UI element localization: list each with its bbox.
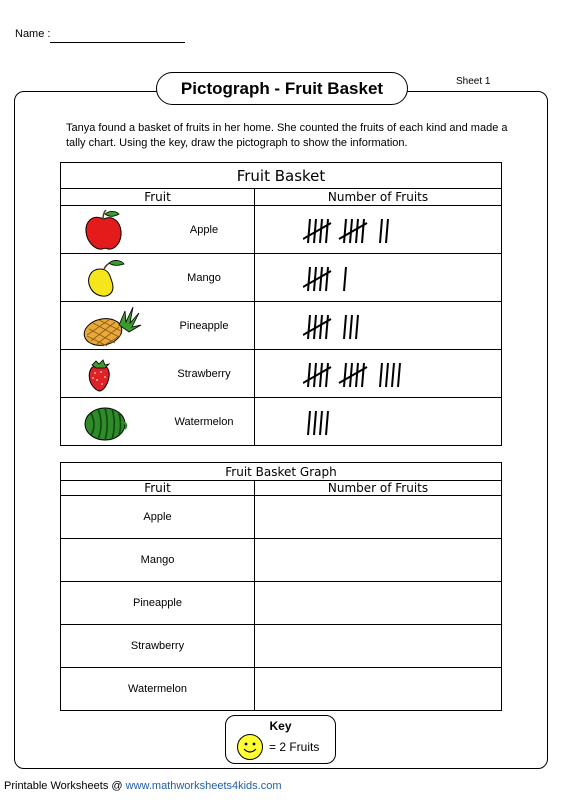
tally-stroke <box>344 315 346 339</box>
table-row <box>61 625 502 668</box>
instructions-text: Tanya found a basket of fruits in her home. She counted the fruits of each kind and made a tally chart. Using the key, draw the pictograph to show the information. <box>66 122 508 149</box>
tally-stroke <box>326 267 328 291</box>
tally-stroke <box>308 267 310 291</box>
table-row <box>61 668 502 711</box>
key-box <box>225 715 336 764</box>
tally-stroke <box>326 411 328 435</box>
tally-col-count: Number of Fruits <box>255 189 502 206</box>
graph-fruit-name: Strawberry <box>61 625 255 668</box>
tally-stroke <box>320 219 322 243</box>
pictograph-cell[interactable] <box>255 668 502 711</box>
key-title: Key <box>269 719 292 733</box>
tally-stroke <box>386 219 388 243</box>
pictograph-cell[interactable] <box>255 496 502 539</box>
fruit-name: Mango <box>187 271 221 284</box>
tally-stroke <box>362 363 364 387</box>
pineapple-icon <box>81 305 145 347</box>
name-label: Name : <box>15 28 51 40</box>
strawberry-icon <box>81 353 145 395</box>
graph-col-fruit: Fruit <box>61 481 255 496</box>
tally-marks <box>303 359 493 389</box>
tally-stroke <box>320 315 322 339</box>
footer-prefix: Printable Worksheets @ <box>4 780 126 792</box>
tally-stroke <box>362 219 364 243</box>
pictograph-table <box>60 462 502 711</box>
tally-stroke <box>380 219 382 243</box>
name-line[interactable] <box>50 42 185 43</box>
footer-link[interactable]: www.mathworksheets4kids.com <box>125 780 282 792</box>
tally-table <box>60 162 502 446</box>
tally-stroke <box>350 315 352 339</box>
mango-icon <box>81 257 145 299</box>
tally-stroke <box>386 363 388 387</box>
tally-col-fruit: Fruit <box>61 189 255 206</box>
tally-marks <box>303 311 493 341</box>
table-row <box>61 398 502 446</box>
fruit-name: Pineapple <box>179 319 229 332</box>
graph-col-count: Number of Fruits <box>255 481 502 496</box>
tally-stroke <box>320 267 322 291</box>
table-row <box>61 582 502 625</box>
tally-stroke <box>392 363 394 387</box>
table-row <box>61 254 502 302</box>
tally-stroke <box>326 363 328 387</box>
table-row <box>61 539 502 582</box>
tally-stroke <box>326 219 328 243</box>
tally-stroke <box>344 363 346 387</box>
pictograph-cell[interactable] <box>255 539 502 582</box>
tally-stroke <box>344 267 346 291</box>
graph-fruit-name: Apple <box>61 496 255 539</box>
tally-marks <box>303 263 493 293</box>
tally-stroke <box>308 315 310 339</box>
table-row <box>61 496 502 539</box>
table-row <box>61 302 502 350</box>
fruit-name: Apple <box>189 223 219 236</box>
tally-stroke <box>308 411 310 435</box>
apple-icon <box>81 209 145 251</box>
table-row <box>61 206 502 254</box>
tally-stroke <box>344 219 346 243</box>
fruit-name: Strawberry <box>177 367 231 380</box>
graph-table-title: Fruit Basket Graph <box>61 463 502 481</box>
key-text: = 2 Fruits <box>269 740 320 754</box>
graph-fruit-name: Mango <box>61 539 255 582</box>
tally-stroke <box>356 315 358 339</box>
tally-marks <box>303 215 493 245</box>
worksheet-title: Pictograph - Fruit Basket <box>156 72 408 105</box>
tally-stroke <box>398 363 400 387</box>
tally-marks <box>303 407 493 437</box>
smiley-icon <box>236 733 264 761</box>
tally-stroke <box>308 363 310 387</box>
sheet-label: Sheet 1 <box>456 76 491 87</box>
tally-stroke <box>356 363 358 387</box>
tally-stroke <box>356 219 358 243</box>
tally-stroke <box>308 219 310 243</box>
table-row <box>61 350 502 398</box>
tally-stroke <box>320 411 322 435</box>
graph-fruit-name: Pineapple <box>61 582 255 625</box>
tally-table-title: Fruit Basket <box>61 163 502 189</box>
tally-stroke <box>314 411 316 435</box>
tally-stroke <box>320 363 322 387</box>
tally-stroke <box>326 315 328 339</box>
watermelon-icon <box>81 401 145 443</box>
pictograph-cell[interactable] <box>255 582 502 625</box>
footer <box>4 780 282 792</box>
tally-stroke <box>380 363 382 387</box>
pictograph-cell[interactable] <box>255 625 502 668</box>
graph-fruit-name: Watermelon <box>61 668 255 711</box>
fruit-name: Watermelon <box>174 415 234 428</box>
